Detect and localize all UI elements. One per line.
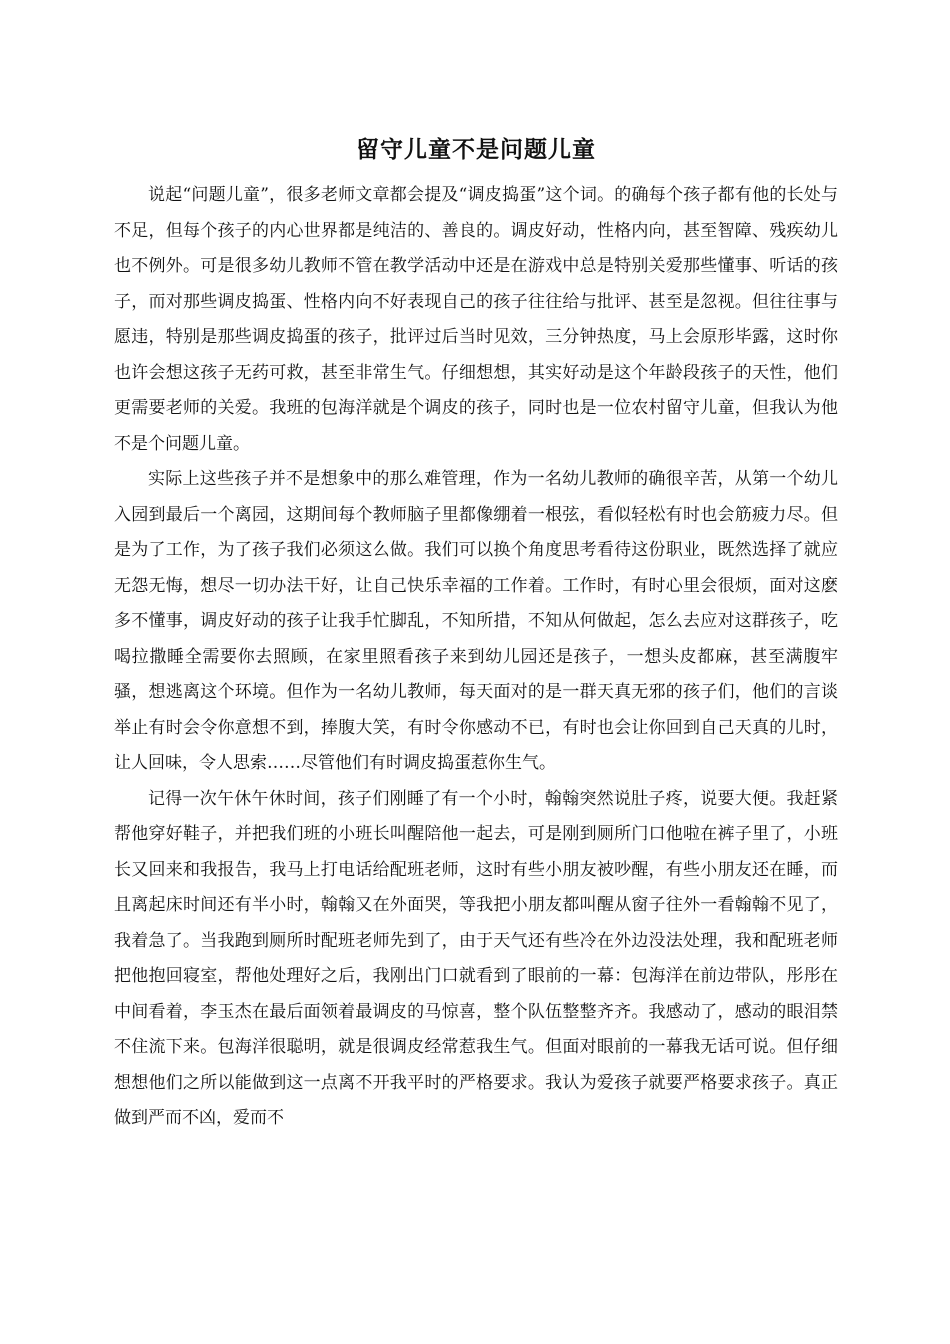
document-title: 留守儿童不是问题儿童 (356, 137, 596, 163)
paragraph-3: 记得一次午休午休时间，孩子们刚睡了有一个小时，翰翰突然说肚子疼，说要大便。我赶紧帮他穿好鞋子，并把我们班的小班长叫醒陪他一起去，可是刚到厕所门口他啦在裤子里了，小班长又回来和我报告，我马上打电话给配班老师，这时有些小朋友被吵醒，有些小朋友还在睡，而且离起床时间还有半小时，翰翰又在外面哭，等我把小朋友都叫醒从窗子往外一看翰翰不见了，我着急了。当我跑到厕所时配班老师先到了，由于天气还有些冷在外边没法处理，我和配班老师把他抱回寝室，帮他处理好之后，我刚出门口就看到了眼前的一幕：包海洋在前边带队，彤彤在中间看着，李玉杰在最后面领着最调皮的马惊喜，整个队伍整整齐齐。我感动了，感动的眼泪禁不住流下来。包海洋很聪明，就是很调皮经常惹我生气。但面对眼前的一幕我无话可说。但仔细想想他们之所以能做到这一点离不开我平时的严格要求。我认为爱孩子就要严格要求孩子。真正做到严而不凶，爱而不 (114, 788, 838, 1128)
paragraph-2: 实际上这些孩子并不是想象中的那么难管理，作为一名幼儿教师的确很辛苦，从第一个幼儿入园到最后一个离园，这期间每个教师脑子里都像绷着一根弦，看似轻松有时也会筋疲力尽。但是为了工作，为了孩子我们必须这么做。我们可以换个角度思考看待这份职业，既然选择了就应无怨无悔，想尽一切办法干好，让自己快乐幸福的工作着。工作时，有时心里会很烦，面对这麽多不懂事，调皮好动的孩子让我手忙脚乱，不知所措，不知从何做起，怎么去应对这群孩子，吃喝拉撒睡全需要你去照顾，在家里照看孩子来到幼儿园还是孩子，一想头皮都麻，甚至满腹牢骚，想逃离这个环境。但作为一名幼儿教师，每天面对的是一群天真无邪的孩子们，他们的言谈举止有时会令你意想不到，捧腹大笑，有时令你感动不已，有时也会让你回到自己天真的儿时，让人回味，令人思索……尽管他们有时调皮捣蛋惹你生气。 (114, 469, 838, 773)
paragraph-1: 说起“问题儿童”，很多老师文章都会提及“调皮捣蛋”这个词。的确每个孩子都有他的长处与不足，但每个孩子的内心世界都是纯洁的、善良的。调皮好动，性格内向，甚至智障、残疾幼儿也不例外。可是很多幼儿教师不管在教学活动中还是在游戏中总是特别关爱那些懂事、听话的孩子，而对那些调皮捣蛋、性格内向不好表现自己的孩子往往给与批评、甚至是忽视。但往往事与愿违，特别是那些调皮捣蛋的孩子，批评过后当时见效，三分钟热度，马上会原形毕露，这时你也许会想这孩子无药可救，甚至非常生气。仔细想想，其实好动是这个年龄段孩子的天性，他们更需要老师的关爱。我班的包海洋就是个调皮的孩子，同时也是一位农村留守儿童，但我认为他不是个问题儿童。 (114, 185, 838, 454)
document-page (114, 128, 838, 1137)
